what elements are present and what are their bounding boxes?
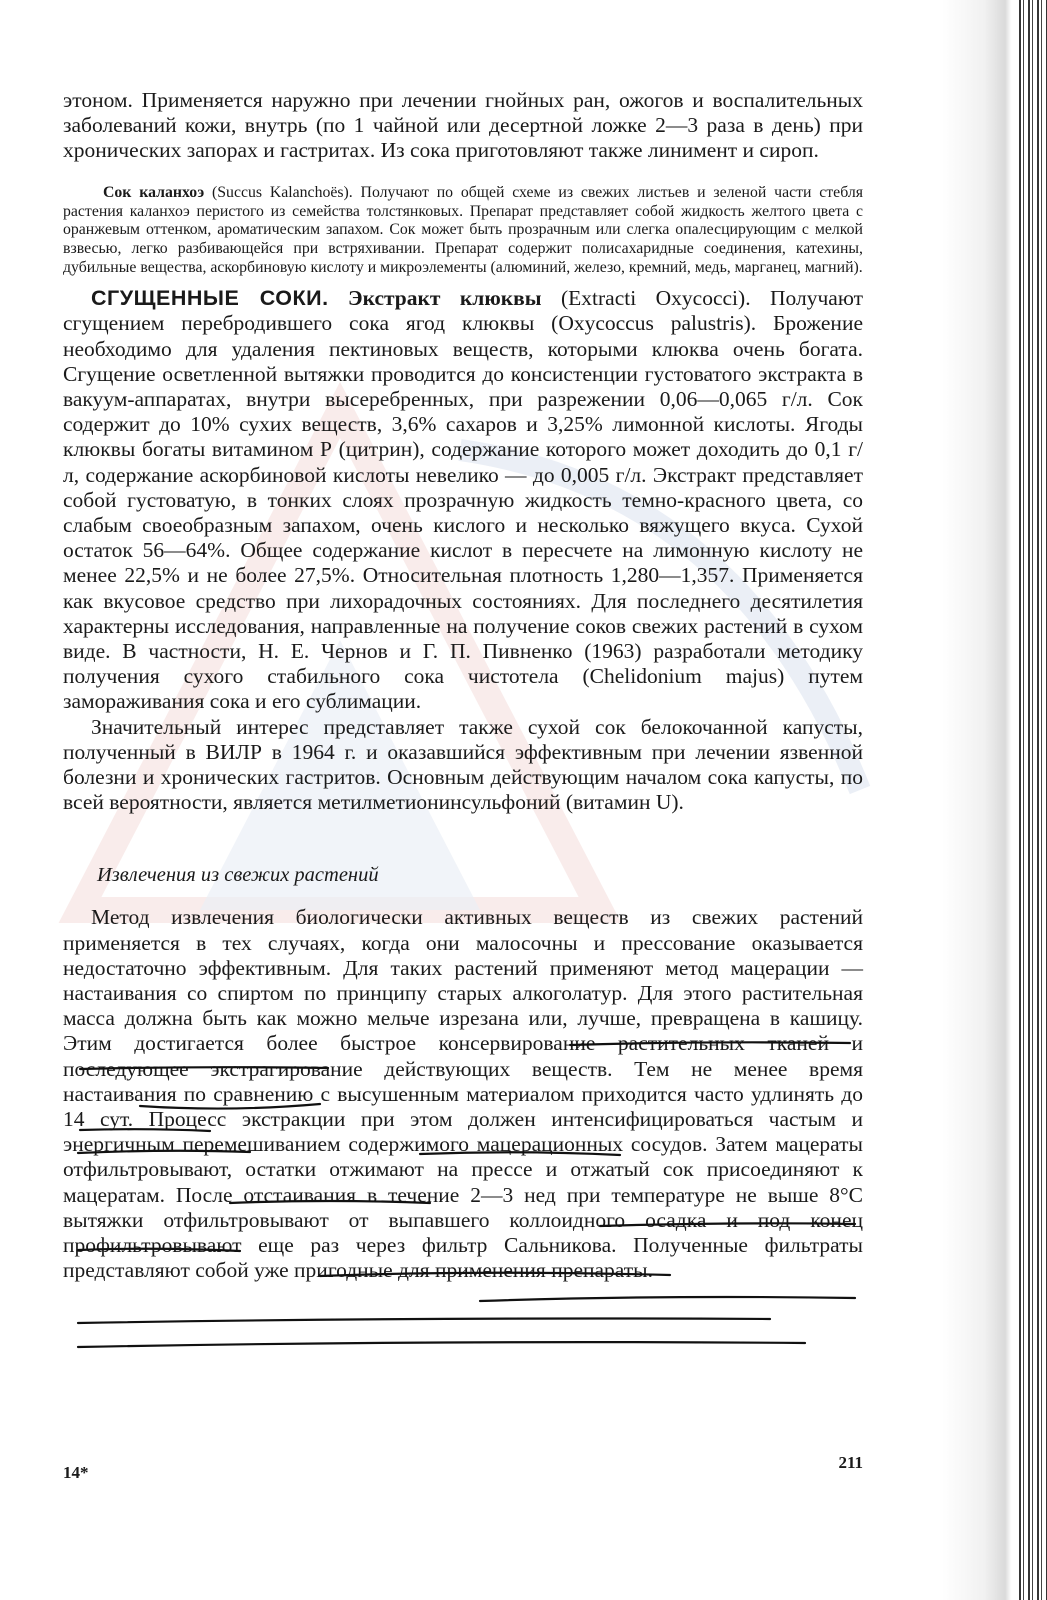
paragraph-cabbage: Значительный интерес представляет также сухой сок белокочанной капусты, полученный в ВИЛР в 1964 г. и оказавшийся эффективным при лечении язвенной болезни и хронических гастритов. Основным действующим началом сока капусты, по всей вероятности, является метилметионинсульфоний (витамин U). <box>63 714 863 815</box>
heading-condensed-juices: СГУЩЕННЫЕ СОКИ. <box>91 286 329 311</box>
term-kalanchoe: Сок каланхоэ <box>103 183 205 201</box>
paragraph-kalanchoe <box>63 184 863 279</box>
page-number: 211 <box>838 1453 863 1472</box>
page-footer <box>63 1453 863 1487</box>
scan-edge-shadow <box>1019 0 1047 1600</box>
paragraph-intro: этоном. Применяется наружно при лечении гнойных ран, ожогов и воспалительных заболеваний кожи, внутрь (по 1 чайной или десертной ложке 2—3 раза в день) при хронических запорах и гастритах. Из сока приготовляют также линимент и сироп. <box>63 88 863 163</box>
section-heading: Извлечения из свежих растений <box>97 864 379 887</box>
term-cranberry-extract: Экстракт клюквы <box>328 286 542 311</box>
paragraph-condensed-juices <box>63 286 863 714</box>
paragraph-extraction: Метод извлечения биологически активных веществ из свежих растений применяется в тех случаях, когда они малосочны и прессование оказывается недостаточно эффективным. Для таких растений применяют метод мацерации — настаивания со спиртом по принципу старых алкоголатур. Для этого растительная масса должна быть как можно мельче изрезана или, лучше, превращена в кашицу. Этим достигается более быстрое консервирование растительных тканей и последующее экстрагирование действующих веществ. Тем не менее время настаивания по сравнению с высушенным материалом приходится часто удлинять до 14 сут. Процесс экстракции при этом должен интенсифицироваться частым и энергичным перемешиванием содержимого мацерационных сосудов. Затем мацераты отфильтровывают, остатки отжимают на прессе и отжатый сок присоединяют к мацератам. После отстаивания в течение 2—3 нед при температуре не выше 8°С вытяжки отфильтровывают от выпавшего коллоидного осадка и под конец профильтровывают еще раз через фильтр Сальникова. Полученные фильтраты представляют собой уже пригодные для применения препараты. <box>63 905 863 1283</box>
kalanchoe-text: (Succus Kalanchoës). Получают по общей схеме из свежих листьев и зеленой части стебля растения каланхоэ перистого из семейства толстянковых. Препарат представляет собой жидкость желтого цвета с оранжевым оттенком, ароматическим запахом. Сок может быть прозрачным или слегка опалесцирующим с мелкой взвесью, легко разбивающейся при встряхивании. Препарат содержит полисахаридные соединения, катехины, дубильные вещества, аскорбиновую кислоту и микроэлементы (алюминий, железо, кремний, медь, марганец, магний). <box>63 183 863 277</box>
condensed-text: (Extracti Oxycocci). Получают сгущением перебродившего сока ягод клюквы (Oxycoccus palustris). Брожение необходимо для удаления пектиновых веществ, которыми клюква очень богата. Сгущение осветленной вытяжки проводится до консистенции густоватого экстракта в вакуум-аппаратах, внутри высеребренных, при разрежении 0,06—0,065 г/л. Сок содержит до 10% сухих веществ, 3,6% сахаров и 3,25% лимонной кислоты. Ягоды клюквы богаты витамином Р (цитрин), содержание которого может доходить до 0,1 г/л, содержание аскорбиновой кислоты невелико — до 0,005 г/л. Экстракт представляет собой густоватую, в тонких слоях прозрачную жидкость темно-красного цвета, со слабым своеобразным запахом, очень кислого и несколько вяжущего вкуса. Сухой остаток 56—64%. Общее содержание кислот в пересчете на лимонную кислоту не менее 22,5% и не более 27,5%. Относительная плотность 1,280—1,357. Применяется как вкусовое средство при лихорадочных состояниях. Для последнего десятилетия характерны исследования, направленные на получение соков свежих растений в сухом виде. В частности, Н. Е. Чернов и Г. П. Пивненко (1963) разработали методику получения сухого стабильного сока чистотела (Chelidonium majus) путем замораживания сока и его сублимации. <box>63 286 863 714</box>
signature-mark: 14* <box>63 1463 89 1482</box>
page-text <box>63 88 863 1283</box>
